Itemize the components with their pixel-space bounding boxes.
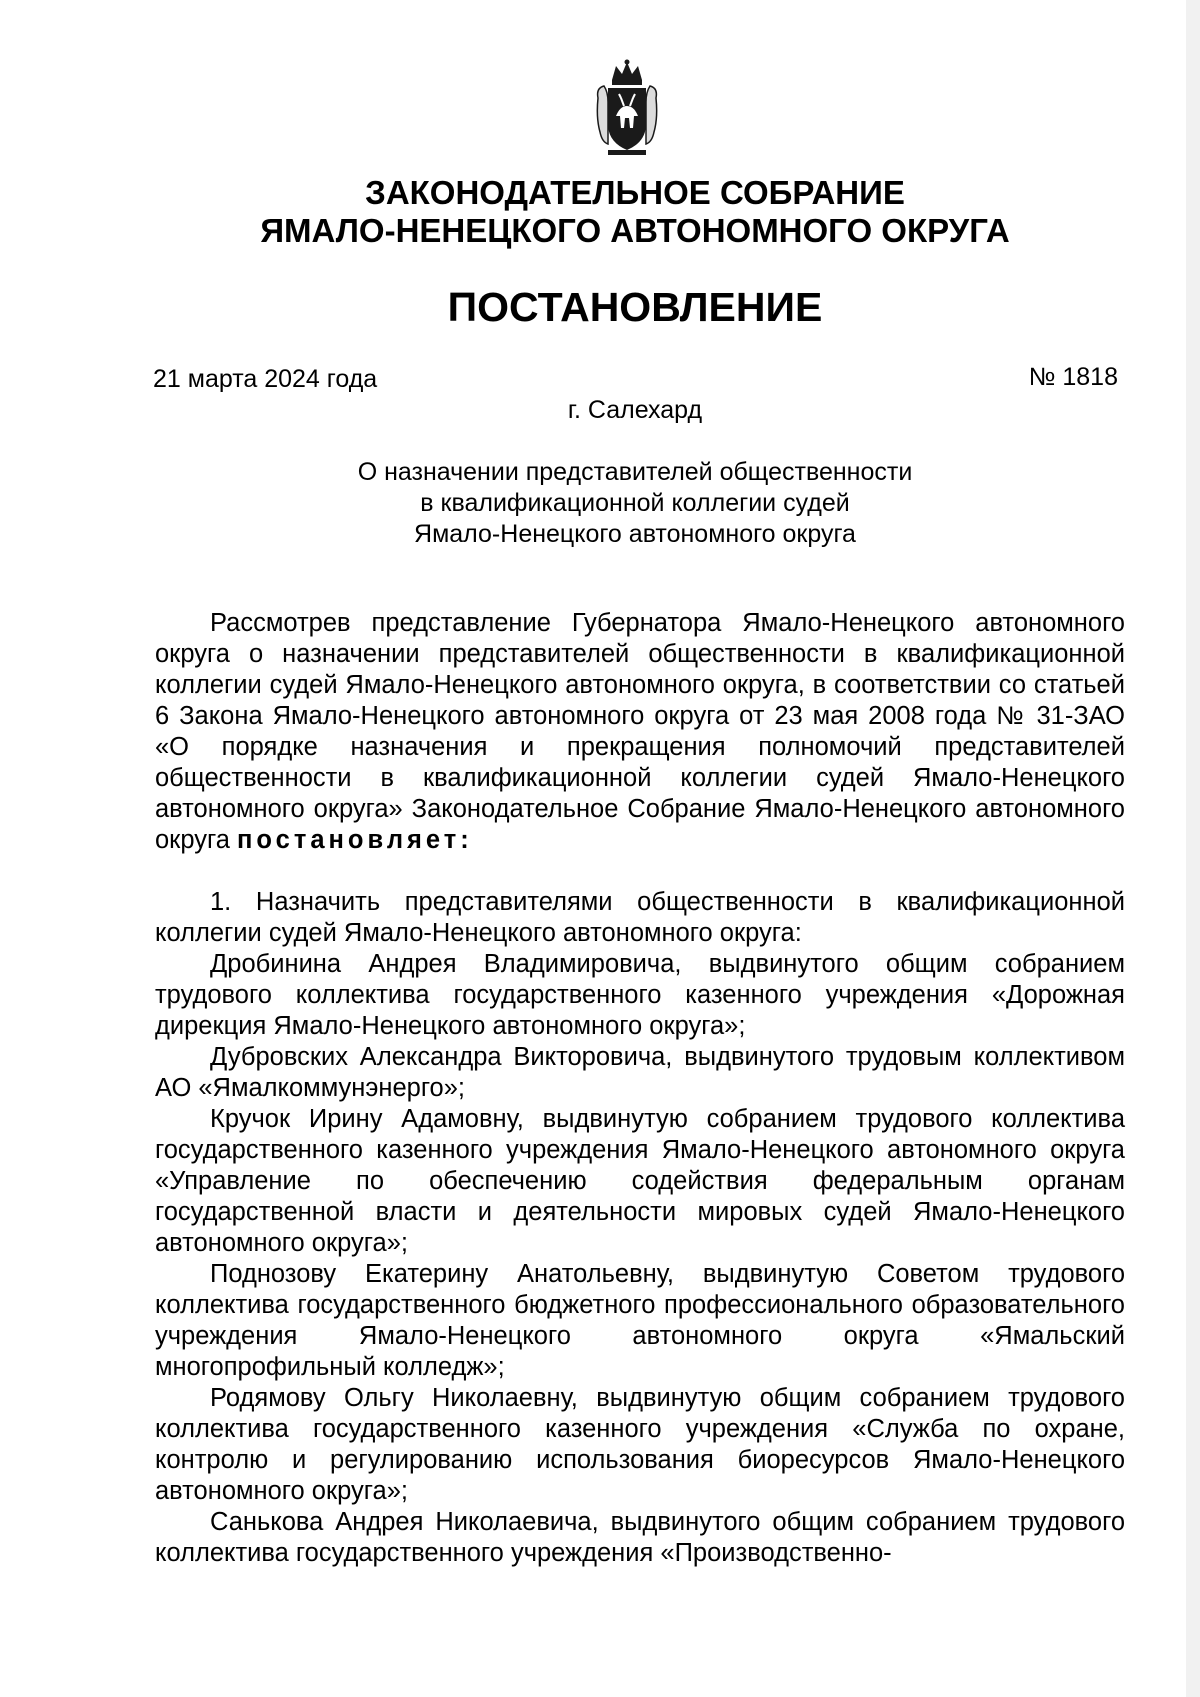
list-item: Поднозову Екатерину Анатольевну, выдвинутую Советом трудового коллектива государственного бюджетного профессионального образовательного учреждения Ямало-Ненецкого автономного округа «Ямальский многопрофильный колледж»;: [155, 1260, 1125, 1381]
list-item: Дробинина Андрея Владимировича, выдвинутого общим собранием трудового коллектива государственного казенного учреждения «Дорожная дирекция Ямало-Ненецкого автономного округа»;: [155, 950, 1125, 1040]
org-title-line2: ЯМАЛО-НЕНЕЦКОГО АВТОНОМНОГО ОКРУГА: [260, 212, 1010, 249]
resolution-items: [155, 887, 1125, 1569]
list-item: Санькова Андрея Николаевича, выдвинутого общим собранием трудового коллектива государственного учреждения «Производственно-: [155, 1508, 1125, 1567]
preamble-text: Рассмотрев представление Губернатора Ямало-Ненецкого автономного округа о назначении представителей общественности в квалификационной коллегии судей Ямало-Ненецкого автономного округа, в соответствии со статьей 6 Закона Ямало-Ненецкого автономного округа от 23 мая 2008 года № 31-ЗАО «О порядке назначения и прекращения полномочий представителей общественности в квалификационной коллегии судей Ямало-Ненецкого автономного округа» Законодательное Собрание Ямало-Ненецкого автономного округа: [155, 609, 1125, 854]
document-date: 21 марта 2024 года: [153, 365, 378, 393]
subject-line3: Ямало-Ненецкого автономного округа: [414, 520, 856, 548]
document-subject: [0, 457, 1200, 550]
document-city: г. Салехард: [567, 396, 703, 424]
document-number: № 1818: [1028, 363, 1118, 391]
yamal-nenets-coat-of-arms-icon: [594, 58, 660, 158]
list-item: Кручок Ирину Адамовну, выдвинутую собранием трудового коллектива государственного казенного учреждения Ямало-Ненецкого автономного округа «Управление по обеспечению содействия федеральным органам государственной власти и деятельности мировых судей Ямало-Ненецкого автономного округа»;: [155, 1105, 1125, 1257]
org-title-line1: ЗАКОНОДАТЕЛЬНОЕ СОБРАНИЕ: [365, 174, 905, 211]
item-point-1: 1. Назначить представителями общественности в квалификационной коллегии судей Ямало-Ненецкого автономного округа:: [155, 888, 1125, 947]
preamble-paragraph: [155, 608, 1125, 856]
subject-line2: в квалификационной коллегии судей: [420, 489, 850, 517]
list-item: Дубровских Александра Викторовича, выдвинутого трудовым коллективом АО «Ямалкоммунэнерго»;: [155, 1043, 1125, 1102]
resolves-word: постановляет: [237, 826, 461, 854]
subject-line1: О назначении представителей общественности: [357, 458, 913, 486]
list-item: Родямову Ольгу Николаевну, выдвинутую общим собранием трудового коллектива государственного казенного учреждения «Служба по охране, контролю и регулированию использования биоресурсов Ямало-Ненецкого автономного округа»;: [155, 1384, 1125, 1505]
resolves-colon: :: [460, 826, 469, 854]
document-type-heading: ПОСТАНОВЛЕНИЕ: [447, 284, 823, 330]
